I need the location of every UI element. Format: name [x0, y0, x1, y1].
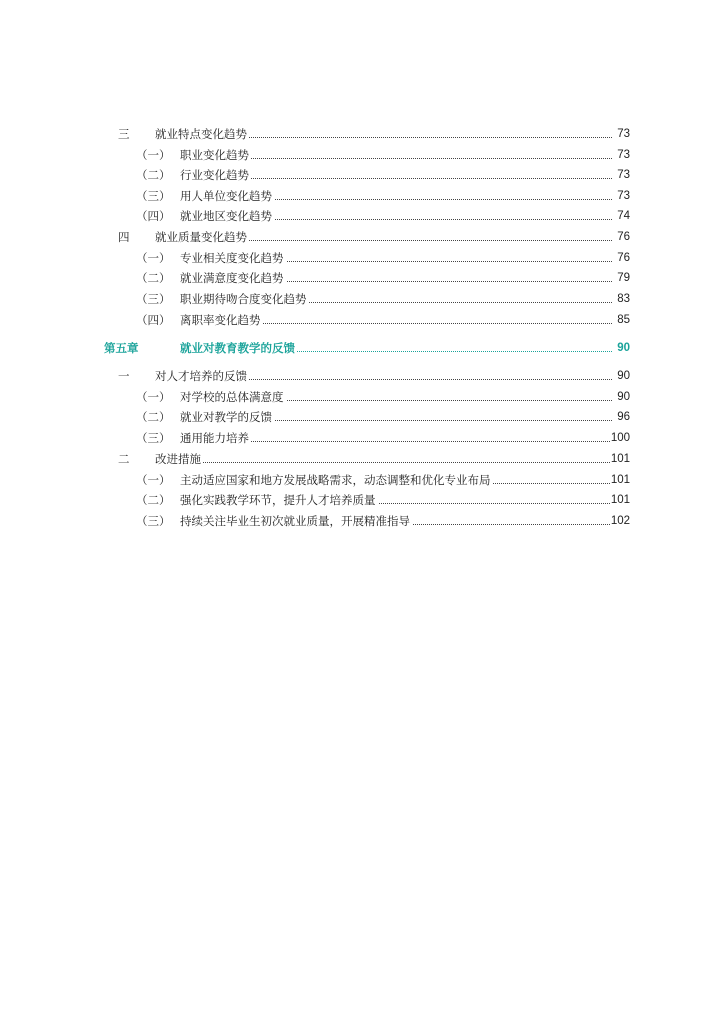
toc-entry-title: 专业相关度变化趋势 [180, 248, 286, 268]
toc-entry-title: 对人才培养的反馈 [155, 366, 249, 386]
toc-entry-title: 主动适应国家和地方发展战略需求，动态调整和优化专业布局 [180, 470, 493, 490]
toc-entry-title: 就业质量变化趋势 [155, 227, 249, 247]
toc-entry-number: （三） [136, 189, 171, 203]
toc-page-number: 90 [616, 387, 630, 407]
toc-entry-number: 第五章 [104, 341, 139, 355]
toc-entry-number: （一） [136, 390, 171, 404]
toc-page-number: 83 [616, 289, 630, 309]
toc-entry-title: 改进措施 [155, 449, 203, 469]
toc-page-number: 101 [610, 490, 630, 510]
toc-page-number: 73 [616, 165, 630, 185]
toc-entry[interactable] [0, 310, 724, 330]
toc-entry[interactable] [0, 449, 724, 469]
toc-entry[interactable] [0, 124, 724, 144]
toc-entry[interactable] [0, 490, 724, 510]
toc-entry-number: （四） [136, 209, 171, 223]
toc-page-number: 101 [610, 470, 630, 490]
toc-entry-title: 就业对教育教学的反馈 [180, 338, 297, 358]
toc-page-number: 96 [616, 407, 630, 427]
toc-entry-number: （二） [136, 271, 171, 285]
toc-entry[interactable] [0, 268, 724, 288]
toc-page-number: 74 [616, 206, 630, 226]
toc-page-number: 90 [616, 338, 630, 358]
toc-entry-number: 四 [118, 230, 130, 244]
toc-entry[interactable] [0, 470, 724, 490]
toc-entry-title: 就业对教学的反馈 [180, 407, 274, 427]
toc-entry[interactable] [0, 186, 724, 206]
toc-entry-number: 三 [118, 127, 130, 141]
toc-entry-number: （二） [136, 168, 171, 182]
toc-entry-number: （四） [136, 313, 171, 327]
toc-page-number: 101 [610, 449, 630, 469]
toc-entry-number: （一） [136, 473, 171, 487]
toc-entry[interactable] [0, 145, 724, 165]
toc-entry[interactable] [0, 206, 724, 226]
toc-entry-number: （一） [136, 251, 171, 265]
toc-entry-title: 用人单位变化趋势 [180, 186, 274, 206]
toc-entry-title: 强化实践教学环节，提升人才培养质量 [180, 490, 378, 510]
toc-entry[interactable] [0, 428, 724, 448]
toc-entry-title: 就业地区变化趋势 [180, 206, 274, 226]
toc-entry-title: 职业期待吻合度变化趋势 [180, 289, 309, 309]
toc-entry[interactable] [0, 248, 724, 268]
toc-page-number: 73 [616, 186, 630, 206]
toc-entry-number: 二 [118, 452, 130, 466]
toc-page-number: 79 [616, 268, 630, 288]
toc-entry-title: 通用能力培养 [180, 428, 251, 448]
toc-entry[interactable] [0, 227, 724, 247]
toc-entry-title: 行业变化趋势 [180, 165, 251, 185]
toc-page-number: 85 [616, 310, 630, 330]
toc-page-number: 100 [610, 428, 630, 448]
toc-entry[interactable] [0, 511, 724, 531]
toc-page-number: 73 [616, 145, 630, 165]
toc-page-number: 102 [610, 511, 630, 531]
toc-chapter-entry[interactable] [0, 338, 724, 358]
toc-entry[interactable] [0, 387, 724, 407]
toc-page-number: 76 [616, 227, 630, 247]
toc-entry-title: 持续关注毕业生初次就业质量，开展精准指导 [180, 511, 412, 531]
toc-entry-title: 就业特点变化趋势 [155, 124, 249, 144]
toc-dot-leader [155, 462, 612, 463]
toc-entry-title: 就业满意度变化趋势 [180, 268, 286, 288]
toc-entry[interactable] [0, 407, 724, 427]
toc-entry-number: （二） [136, 410, 171, 424]
toc-entry-number: （二） [136, 493, 171, 507]
toc-entry[interactable] [0, 366, 724, 386]
toc-entry-number: （三） [136, 431, 171, 445]
toc-entry-title: 离职率变化趋势 [180, 310, 263, 330]
toc-entry[interactable] [0, 289, 724, 309]
toc-page-number: 90 [616, 366, 630, 386]
toc-entry-number: （一） [136, 148, 171, 162]
toc-entry-number: （三） [136, 514, 171, 528]
toc-entry-title: 对学校的总体满意度 [180, 387, 286, 407]
toc-page-number: 76 [616, 248, 630, 268]
toc-entry-number: 一 [118, 369, 130, 383]
toc-entry-number: （三） [136, 292, 171, 306]
toc-entry-title: 职业变化趋势 [180, 145, 251, 165]
toc-entry[interactable] [0, 165, 724, 185]
toc-page-number: 73 [616, 124, 630, 144]
